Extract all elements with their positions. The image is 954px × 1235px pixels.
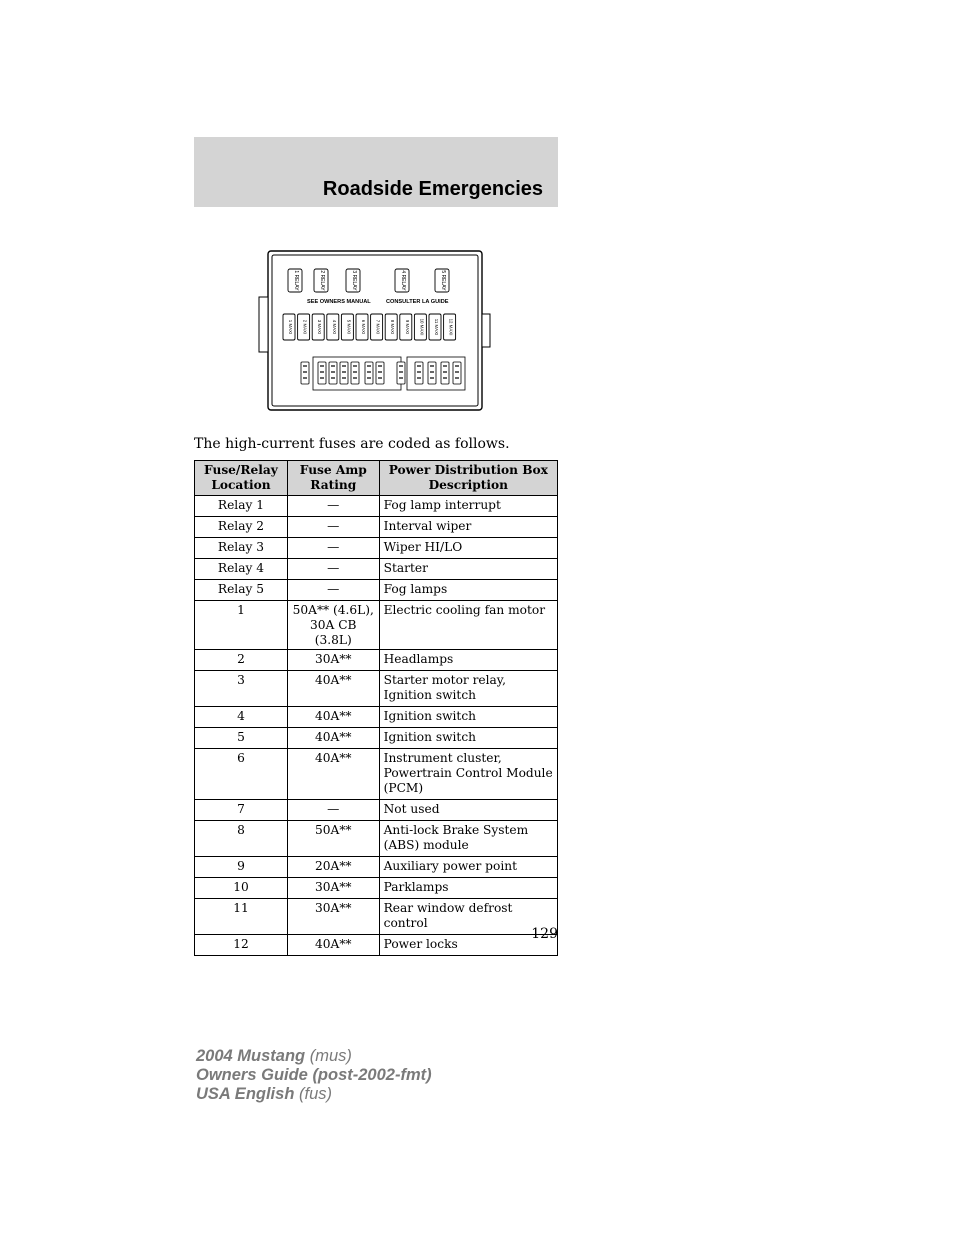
table-row: [195, 559, 558, 580]
table-row: [195, 580, 558, 601]
relay-label: 5 RELAY: [440, 270, 446, 291]
maxi-fuse-label: 7 MAXI: [375, 319, 381, 335]
document-footer: [196, 1047, 432, 1104]
mini-fuse-slot: [351, 362, 359, 384]
table-row: [195, 707, 558, 728]
table-row: [195, 650, 558, 671]
diagram-notice-left: SEE OWNERS MANUAL: [307, 299, 371, 305]
maxi-fuse-label: 2 MAXI: [302, 319, 308, 335]
maxi-fuse-label: 8 MAXI: [390, 319, 396, 335]
cell-location: Relay 3: [195, 538, 288, 559]
mini-fuse-slot: [397, 362, 405, 384]
cell-description: Fog lamp interrupt: [379, 496, 557, 517]
cell-rating: 40A**: [287, 671, 379, 707]
table-row: [195, 496, 558, 517]
cell-description: Anti-lock Brake System (ABS) module: [379, 821, 557, 857]
maxi-fuse-label: 4 MAXI: [331, 319, 337, 335]
cell-description: Wiper HI/LO: [379, 538, 557, 559]
cell-rating: —: [287, 538, 379, 559]
cell-location: 6: [195, 749, 288, 800]
cell-rating: 20A**: [287, 857, 379, 878]
table-row: [195, 728, 558, 749]
cell-location: 5: [195, 728, 288, 749]
cell-description: Fog lamps: [379, 580, 557, 601]
mini-fuse-slot: [415, 362, 423, 384]
cell-rating: 30A**: [287, 650, 379, 671]
footer-model: 2004 Mustang: [196, 1047, 306, 1065]
table-row: [195, 671, 558, 707]
cell-location: 12: [195, 935, 288, 956]
footer-language: USA English: [196, 1085, 295, 1103]
footer-model-code: (mus): [309, 1047, 352, 1065]
section-header: [194, 137, 558, 207]
cell-rating: 40A**: [287, 935, 379, 956]
table-row: [195, 899, 558, 935]
cell-rating: —: [287, 496, 379, 517]
cell-rating: —: [287, 800, 379, 821]
section-title: Roadside Emergencies: [322, 178, 543, 200]
cell-description: Starter: [379, 559, 557, 580]
table-row: [195, 601, 558, 650]
cell-location: 3: [195, 671, 288, 707]
footer-guide: Owners Guide (post-2002-fmt): [196, 1066, 432, 1084]
mini-fuse-slot: [365, 362, 373, 384]
cell-description: Headlamps: [379, 650, 557, 671]
cell-description: Not used: [379, 800, 557, 821]
relay-label: 3 RELAY: [351, 270, 357, 291]
cell-rating: 40A**: [287, 707, 379, 728]
maxi-fuse-label: 6 MAXI: [361, 319, 366, 335]
maxi-fuse-label: 12 MAXI: [448, 318, 454, 336]
cell-description: Ignition switch: [379, 707, 557, 728]
page-number: 129: [531, 926, 558, 942]
cell-rating: 40A**: [287, 749, 379, 800]
cell-rating: —: [287, 517, 379, 538]
mini-fuse-slot: [329, 362, 337, 384]
mini-fuse-slot: [441, 362, 449, 384]
mini-fuse-slot: [340, 362, 348, 384]
table-row: [195, 749, 558, 800]
maxi-fuse-label: 5 MAXI: [346, 319, 352, 335]
maxi-fuse-label: 1 MAXI: [288, 319, 293, 335]
cell-description: Parklamps: [379, 878, 557, 899]
cell-location: Relay 1: [195, 496, 288, 517]
maxi-fuse-label: 10 MAXI: [419, 318, 425, 336]
intro-text: The high-current fuses are coded as follows.: [194, 436, 510, 452]
relay-label: 2 RELAY: [319, 270, 325, 291]
maxi-fuse-label: 9 MAXI: [404, 319, 410, 335]
cell-location: 9: [195, 857, 288, 878]
table-header-row: [195, 461, 558, 496]
cell-rating: 30A**: [287, 899, 379, 935]
table-row: [195, 935, 558, 956]
cell-location: 11: [195, 899, 288, 935]
cell-description: Ignition switch: [379, 728, 557, 749]
cell-location: 7: [195, 800, 288, 821]
cell-description: Instrument cluster, Powertrain Control Module (PCM): [379, 749, 557, 800]
column-header-description: Power Distribution Box Description: [379, 461, 557, 496]
cell-location: 2: [195, 650, 288, 671]
table-row: [195, 878, 558, 899]
cell-location: Relay 5: [195, 580, 288, 601]
cell-rating: —: [287, 559, 379, 580]
maxi-fuse-label: 11 MAXI: [434, 318, 439, 336]
cell-location: 4: [195, 707, 288, 728]
cell-rating: 50A**: [287, 821, 379, 857]
table-row: [195, 857, 558, 878]
diagram-notice-right: CONSULTER LA GUIDE: [386, 299, 449, 305]
table-row: [195, 538, 558, 559]
cell-rating: 30A**: [287, 878, 379, 899]
cell-rating: 40A**: [287, 728, 379, 749]
relay-label: 4 RELAY: [400, 270, 406, 291]
cell-rating: —: [287, 580, 379, 601]
table-row: [195, 517, 558, 538]
cell-description: Interval wiper: [379, 517, 557, 538]
cell-description: Auxiliary power point: [379, 857, 557, 878]
fuse-box-diagram: [255, 248, 495, 413]
footer-language-code: (fus): [299, 1085, 332, 1103]
mini-fuse-slot: [301, 362, 309, 384]
relay-label: 1 RELAY: [293, 270, 299, 291]
table-row: [195, 821, 558, 857]
fuse-table: [194, 460, 558, 956]
cell-location: Relay 4: [195, 559, 288, 580]
cell-location: 1: [195, 601, 288, 650]
column-header-location: Fuse/Relay Location: [195, 461, 288, 496]
mini-fuse-slot: [428, 362, 436, 384]
cell-location: 10: [195, 878, 288, 899]
mini-fuse-slot: [318, 362, 326, 384]
column-header-rating: Fuse Amp Rating: [287, 461, 379, 496]
cell-location: Relay 2: [195, 517, 288, 538]
mini-fuse-slot: [376, 362, 384, 384]
maxi-fuse-label: 3 MAXI: [317, 319, 323, 335]
mini-fuse-slot: [453, 362, 461, 384]
cell-rating: 50A** (4.6L), 30A CB (3.8L): [287, 601, 379, 650]
cell-description: Power locks: [379, 935, 557, 956]
cell-description: Electric cooling fan motor: [379, 601, 557, 650]
cell-description: Starter motor relay, Ignition switch: [379, 671, 557, 707]
cell-location: 8: [195, 821, 288, 857]
cell-description: Rear window defrost control: [379, 899, 557, 935]
table-row: [195, 800, 558, 821]
